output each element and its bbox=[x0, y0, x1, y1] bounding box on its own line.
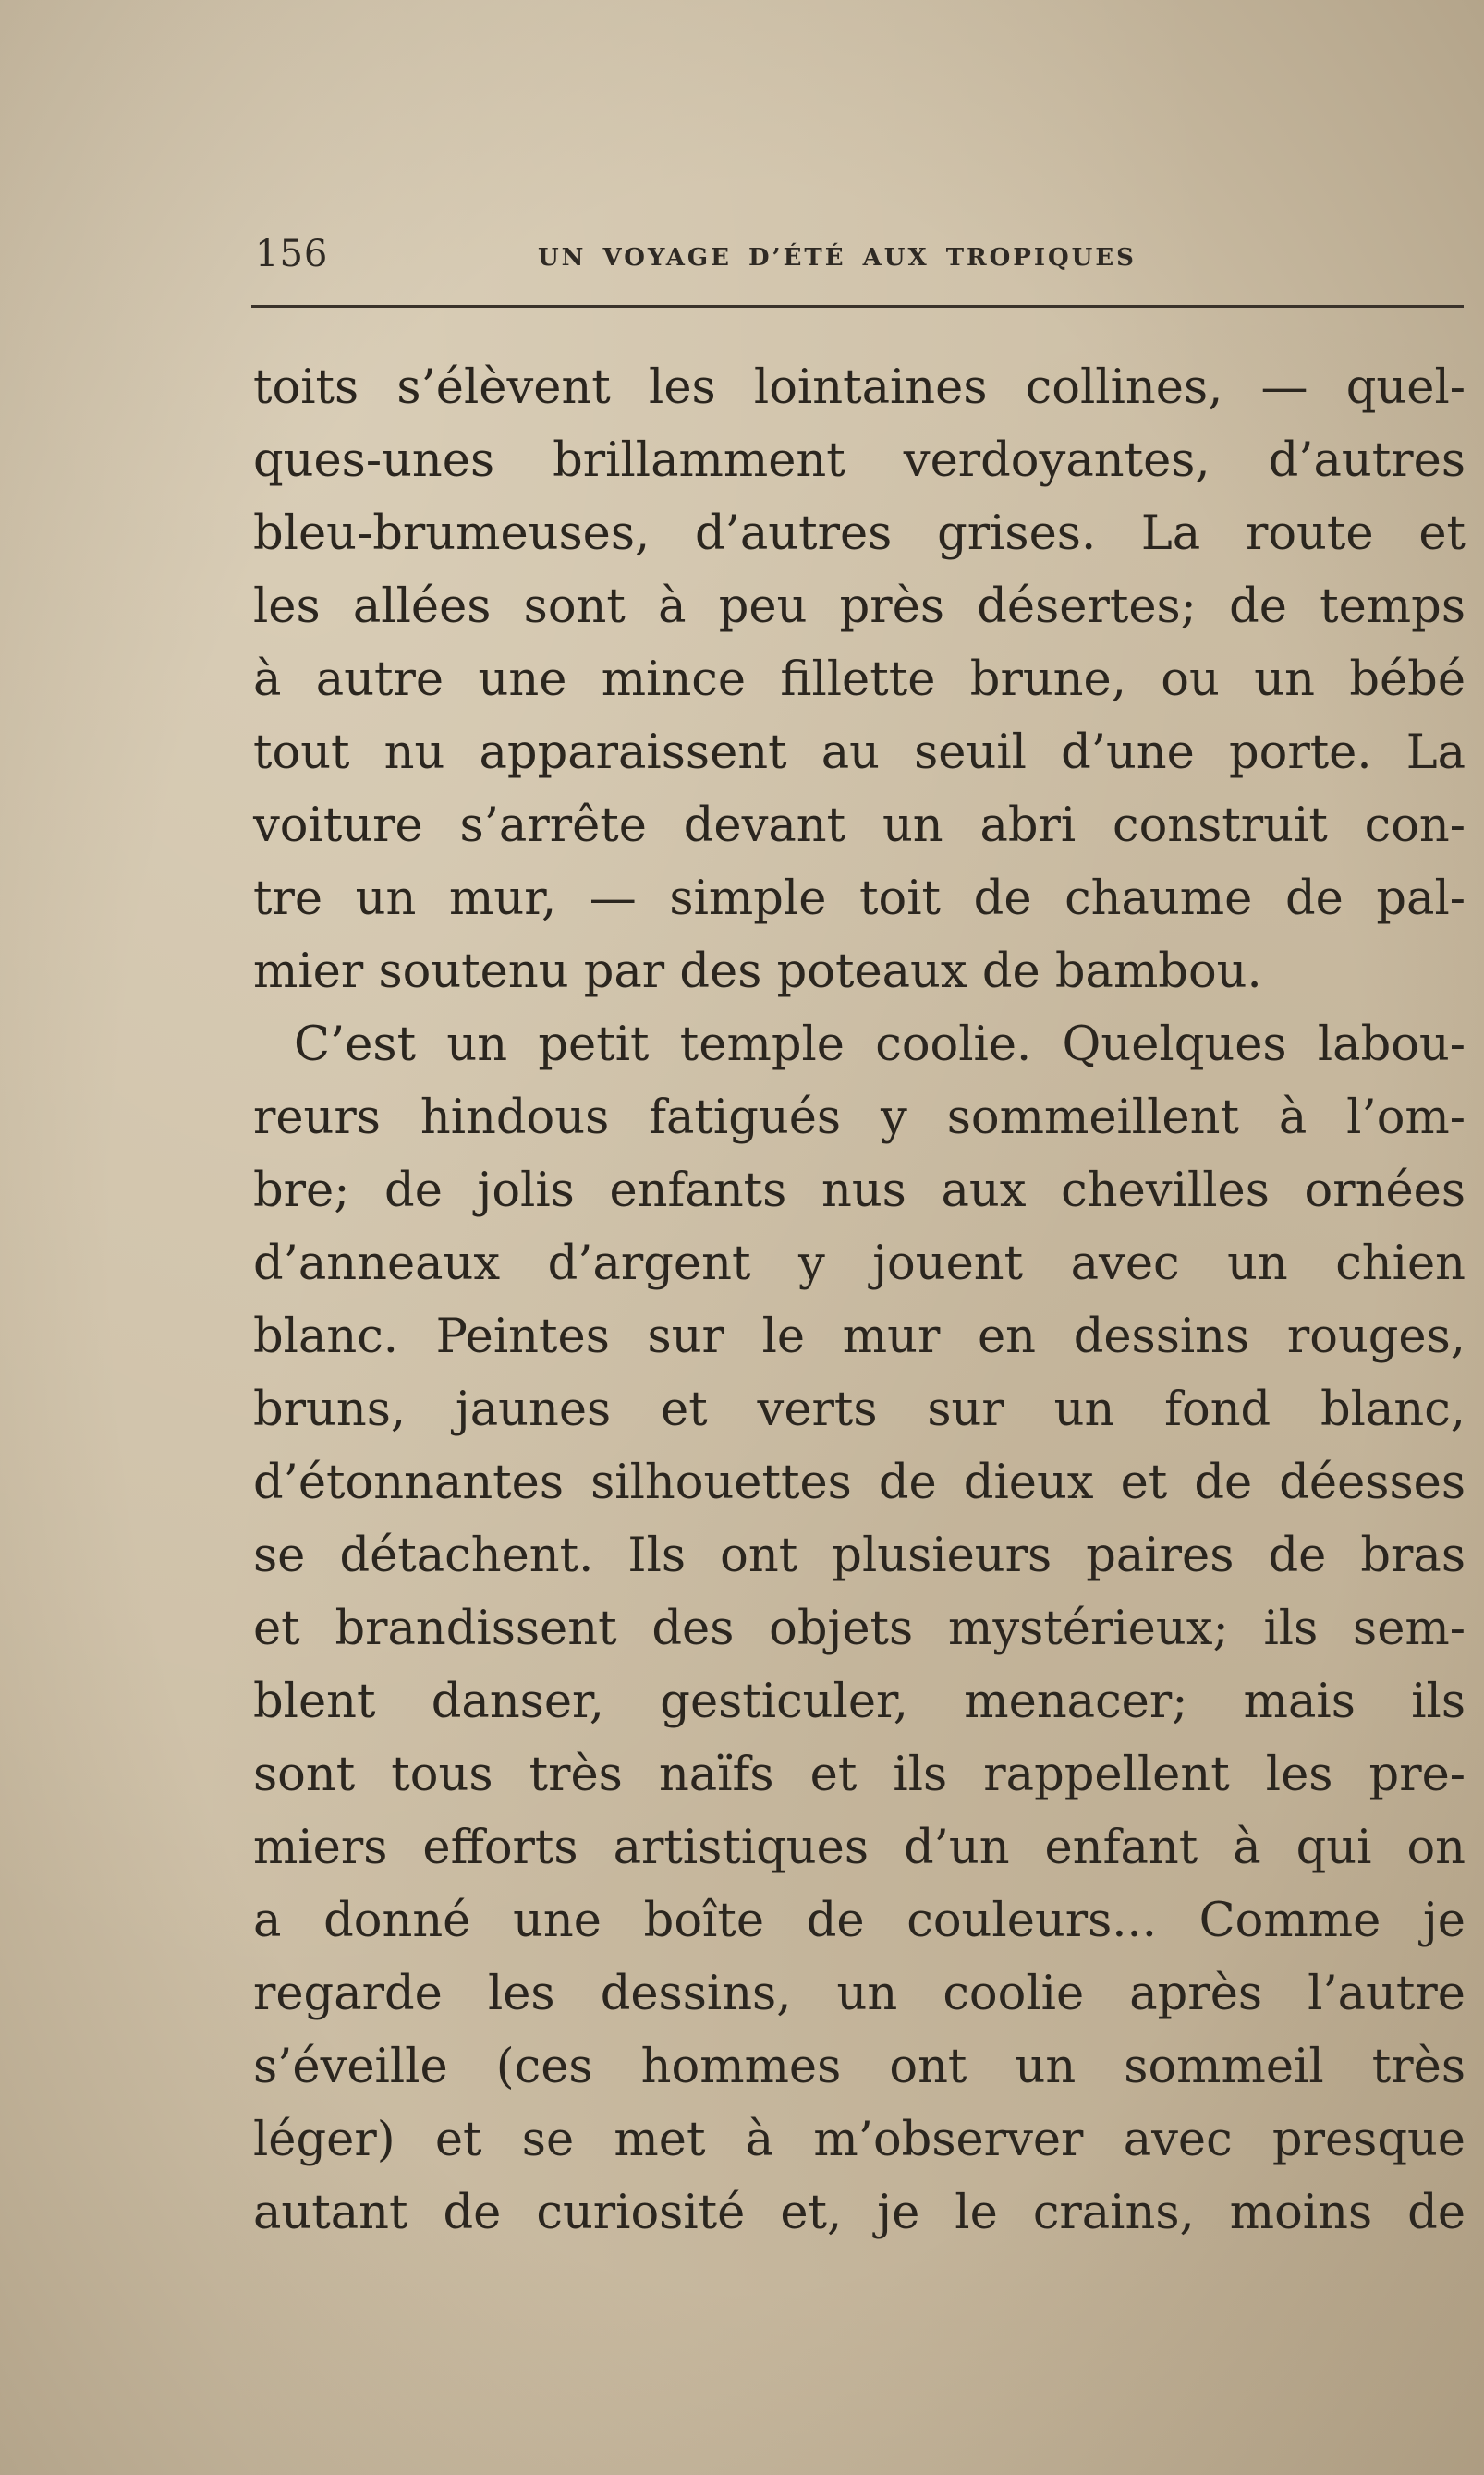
text-line: sont tous très naïfs et ils rappellent les pre- bbox=[253, 1748, 1466, 1802]
page-header bbox=[251, 231, 1464, 287]
paragraph-end-line: mier soutenu par des poteaux de bambou. bbox=[253, 945, 1262, 999]
text-line: ques-unes brillamment verdoyantes, d’autres bbox=[253, 433, 1466, 488]
paragraph-start-line: C’est un petit temple coolie. Quelques labou- bbox=[294, 1018, 1466, 1072]
page-number: 156 bbox=[255, 233, 329, 275]
header-rule bbox=[251, 305, 1464, 308]
text-line: tout nu apparaissent au seuil d’une porte. La bbox=[253, 725, 1466, 780]
text-line: blanc. Peintes sur le mur en dessins rouges, bbox=[253, 1310, 1466, 1364]
text-line: d’étonnantes silhouettes de dieux et de déesses bbox=[253, 1456, 1466, 1510]
text-line: reurs hindous fatigués y sommeillent à l’om- bbox=[253, 1091, 1466, 1145]
text-line: bleu-brumeuses, d’autres grises. La route et bbox=[253, 506, 1466, 561]
text-line: a donné une boîte de couleurs... Comme je bbox=[253, 1894, 1466, 1948]
text-line: bruns, jaunes et verts sur un fond blanc, bbox=[253, 1383, 1466, 1437]
text-line: regarde les dessins, un coolie après l’autre bbox=[253, 1967, 1466, 2021]
text-line: s’éveille (ces hommes ont un sommeil très bbox=[253, 2040, 1466, 2094]
text-line: les allées sont à peu près désertes; de temps bbox=[253, 579, 1466, 634]
body-text bbox=[253, 351, 1466, 2249]
text-line: miers efforts artistiques d’un enfant à qui on bbox=[253, 1821, 1466, 1875]
text-line: voiture s’arrête devant un abri construit con- bbox=[253, 799, 1466, 853]
running-title: UN VOYAGE D’ÉTÉ AUX TROPIQUES bbox=[538, 244, 1137, 272]
text-line: toits s’élèvent les lointaines collines, — quel- bbox=[253, 360, 1466, 415]
text-line: bre; de jolis enfants nus aux chevilles ornées bbox=[253, 1164, 1466, 1218]
text-line: léger) et se met à m’observer avec presque bbox=[253, 2113, 1466, 2167]
text-line: d’anneaux d’argent y jouent avec un chien bbox=[253, 1237, 1466, 1291]
text-line: autant de curiosité et, je le crains, moins de bbox=[253, 2186, 1466, 2240]
text-line: blent danser, gesticuler, menacer; mais ils bbox=[253, 1675, 1466, 1729]
text-line: se détachent. Ils ont plusieurs paires de bras bbox=[253, 1529, 1466, 1583]
text-line: à autre une mince fillette brune, ou un bébé bbox=[253, 652, 1466, 707]
text-line: tre un mur, — simple toit de chaume de pal- bbox=[253, 872, 1466, 926]
text-line: et brandissent des objets mystérieux; ils sem- bbox=[253, 1602, 1466, 1656]
